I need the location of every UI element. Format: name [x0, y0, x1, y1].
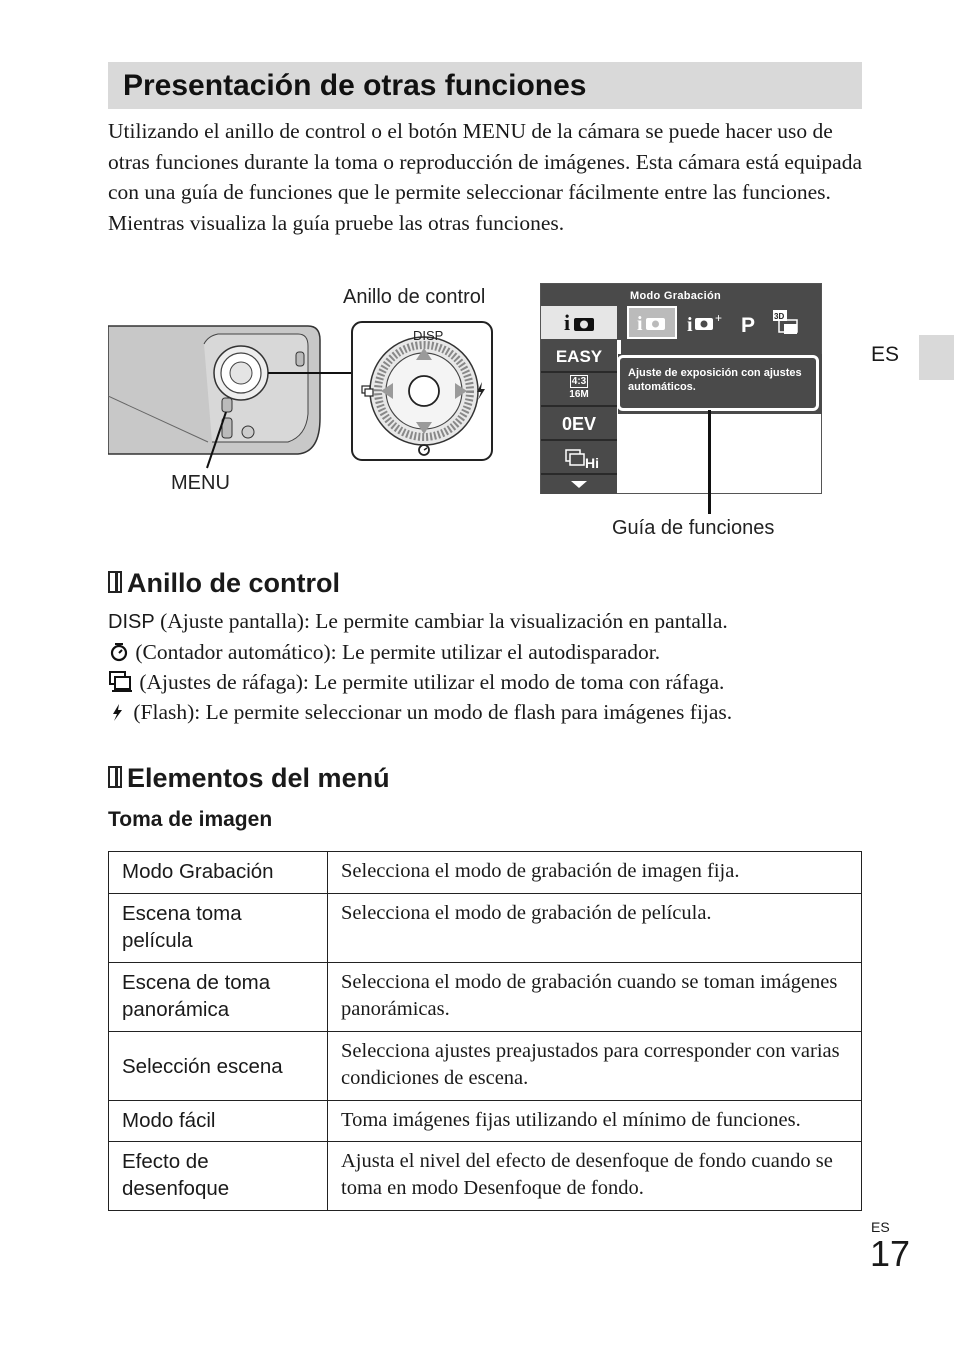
footer-lang: ES	[871, 1219, 890, 1235]
side-image-size	[541, 373, 617, 407]
svg-text:i: i	[637, 313, 643, 335]
language-label: ES	[871, 343, 900, 366]
table-row	[109, 1032, 862, 1101]
ring-item-text: (Ajustes de ráfaga): Le permite utilizar el modo de toma con ráfaga.	[134, 670, 725, 694]
item-name: Escena toma película	[109, 894, 328, 963]
ring-item-flash	[108, 700, 732, 725]
label-function-guide: Guía de funciones	[612, 517, 775, 539]
ring-section-heading	[108, 568, 340, 599]
mode-p-label: P	[741, 314, 756, 337]
table-row	[109, 1142, 862, 1211]
camera-screen	[540, 283, 822, 494]
page-number: 17	[870, 1233, 911, 1274]
item-desc: Ajusta el nivel del efecto de desenfoque de fondo cuando se toma en modo Desenfoque de fondo.	[328, 1142, 862, 1211]
ring-item-text: (Ajuste pantalla): Le permite cambiar la visualización en pantalla.	[154, 609, 728, 633]
ring-item-timer	[108, 640, 660, 665]
item-name: Selección escena	[109, 1032, 328, 1101]
side-ratio: 4:3	[571, 376, 587, 387]
flash-icon	[108, 702, 128, 722]
item-name: Modo fácil	[109, 1101, 328, 1142]
item-name: Escena de toma panorámica	[109, 963, 328, 1032]
burst-icon	[541, 441, 617, 473]
svg-text:+: +	[715, 311, 723, 325]
mode-icons-row	[683, 306, 821, 339]
ring-disp-label: DISP	[413, 328, 444, 343]
disp-key: DISP	[108, 611, 155, 633]
side-more	[541, 475, 617, 494]
table-row	[109, 963, 862, 1032]
ring-item-disp	[108, 609, 728, 634]
table-row	[109, 1101, 862, 1142]
intro-paragraph: Utilizando el anillo de control o el botón MENU de la cámara se puede hacer uso de otras funciones durante la toma o reproducción de imágenes. Esta cámara está equipada con una guía de funciones que le permite seleccionar fácilmente entre las funciones. Mientras visualiza la guía pruebe las otras funciones.	[108, 119, 862, 235]
function-guide-text: Ajuste de exposición con ajustes automáticos.	[628, 367, 802, 393]
side-burst	[541, 441, 617, 475]
language-tab	[919, 335, 954, 380]
shooting-subheading: Toma de imagen	[108, 808, 273, 831]
side-ev: 0EV	[541, 407, 617, 441]
item-name: Efecto de desenfoque	[109, 1142, 328, 1211]
svg-text:i: i	[687, 314, 693, 336]
menu-items-table	[108, 851, 862, 1211]
menu-section-heading	[108, 763, 390, 794]
item-name: Modo Grabación	[109, 852, 328, 894]
self-timer-icon	[108, 642, 130, 662]
ring-item-text: (Contador automático): Le permite utilizar el autodisparador.	[130, 640, 661, 664]
screen-header: Modo Grabación	[630, 290, 721, 302]
label-menu: MENU	[171, 472, 230, 494]
camera-illustration	[108, 318, 528, 518]
item-desc: Selecciona el modo de grabación cuando se toman imágenes panorámicas.	[328, 963, 862, 1032]
item-desc: Selecciona ajustes preajustados para corresponder con varias condiciones de escena.	[328, 1032, 862, 1101]
ring-heading-text: Anillo de control	[127, 568, 340, 598]
page-title: Presentación de otras funciones	[123, 69, 587, 102]
table-row	[109, 852, 862, 894]
menu-heading-text: Elementos del menú	[127, 763, 390, 793]
function-guide-box	[617, 355, 819, 411]
side-size: 16M	[569, 389, 589, 400]
section-marker-icon	[108, 571, 122, 593]
guide-leader-line	[708, 410, 711, 514]
table-row	[109, 894, 862, 963]
side-easy: EASY	[541, 340, 617, 373]
mode-ia-highlight	[627, 306, 677, 339]
ring-item-burst	[108, 670, 724, 695]
svg-text:i: i	[564, 310, 571, 335]
mode-ia-selected	[541, 306, 617, 339]
intelligent-auto-mode-icon	[629, 308, 675, 337]
intelligent-auto-icon	[541, 306, 617, 339]
section-marker-icon	[108, 766, 122, 788]
item-desc: Selecciona el modo de grabación de película.	[328, 894, 862, 963]
mode-3d-label: 3D	[774, 312, 785, 321]
burst-settings-icon	[108, 670, 134, 692]
down-arrow-icon	[541, 475, 617, 493]
side-burst-label: Hi	[585, 455, 599, 471]
item-desc: Toma imágenes fijas utilizando el mínimo de funciones.	[328, 1101, 862, 1142]
section-title-bar	[108, 62, 862, 109]
label-control-ring: Anillo de control	[343, 286, 486, 308]
ring-item-text: (Flash): Le permite seleccionar un modo de flash para imágenes fijas.	[128, 700, 733, 724]
item-desc: Selecciona el modo de grabación de imagen fija.	[328, 852, 862, 894]
